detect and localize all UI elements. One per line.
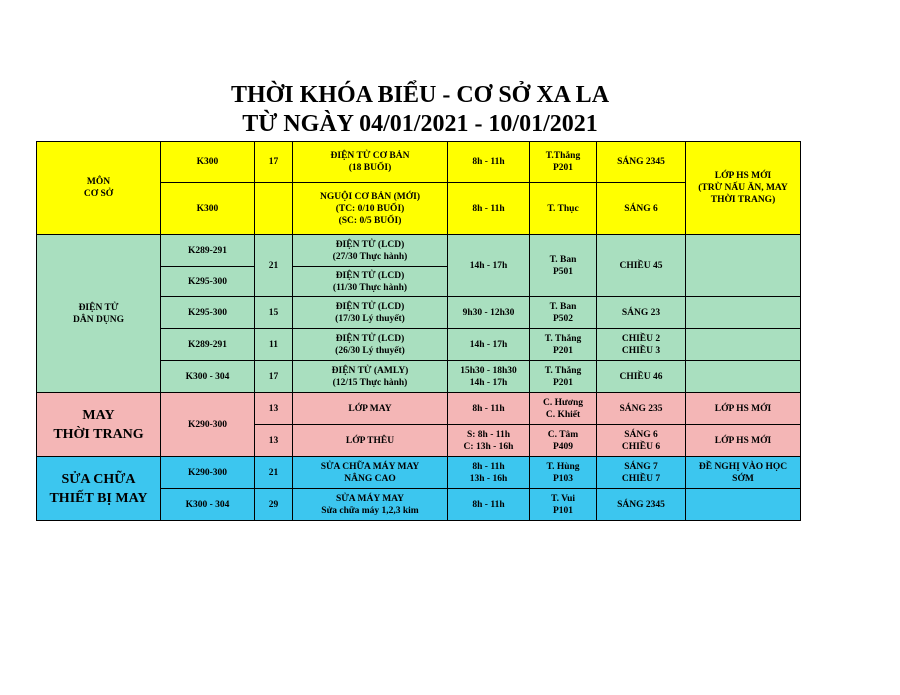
time-cell: 8h - 11h 13h - 16h xyxy=(448,457,530,489)
session-cell: CHIỀU 46 xyxy=(597,361,686,393)
note-cell: LỚP HS MỚI xyxy=(686,425,801,457)
note-cell xyxy=(686,489,801,521)
teacher-cell: T. Vui P101 xyxy=(530,489,597,521)
teacher-cell: T. Hùng P103 xyxy=(530,457,597,489)
count-cell: 17 xyxy=(255,361,293,393)
session-cell: SÁNG 7 CHIỀU 7 xyxy=(597,457,686,489)
teacher-cell: T. Thắng P201 xyxy=(530,329,597,361)
teacher-cell: T. Thắng P201 xyxy=(530,361,597,393)
teacher-cell: T. Ban P501 xyxy=(530,235,597,297)
session-cell: CHIỀU 2 CHIỀU 3 xyxy=(597,329,686,361)
count-cell: 13 xyxy=(255,393,293,425)
time-cell: 8h - 11h xyxy=(448,393,530,425)
session-cell: SÁNG 23 xyxy=(597,297,686,329)
session-cell: SÁNG 2345 xyxy=(597,489,686,521)
table-row xyxy=(37,142,801,183)
note-cell xyxy=(686,361,801,393)
time-cell: 8h - 11h xyxy=(448,489,530,521)
timetable xyxy=(36,141,801,521)
subject-cell: ĐIỆN TỬ (LCD) (11/30 Thực hành) xyxy=(293,267,448,297)
teacher-cell: C. Hương C. Khiết xyxy=(530,393,597,425)
class-cell: K300 xyxy=(161,183,255,235)
group-sua-chua: SỬA CHỮA THIẾT BỊ MAY xyxy=(37,457,161,521)
time-cell: S: 8h - 11h C: 13h - 16h xyxy=(448,425,530,457)
note-cell: ĐỀ NGHỊ VÀO HỌC SỚM xyxy=(686,457,801,489)
subject-cell: LỚP THÊU xyxy=(293,425,448,457)
class-cell: K300 xyxy=(161,142,255,183)
count-cell xyxy=(255,183,293,235)
table-row xyxy=(37,235,801,267)
schedule-date-range: TỪ NGÀY 04/01/2021 - 10/01/2021 xyxy=(242,111,598,137)
class-cell: K290-300 xyxy=(161,393,255,457)
note-cell: LỚP HS MỚI (TRỪ NẤU ĂN, MAY THỜI TRANG) xyxy=(686,142,801,235)
group-dien-tu: ĐIỆN TỬ DÂN DỤNG xyxy=(37,235,161,393)
class-cell: K300 - 304 xyxy=(161,489,255,521)
time-cell: 8h - 11h xyxy=(448,183,530,235)
group-may: MAY THỜI TRANG xyxy=(37,393,161,457)
subject-cell: LỚP MAY xyxy=(293,393,448,425)
group-co-so: MÔN CƠ SỞ xyxy=(37,142,161,235)
count-cell: 17 xyxy=(255,142,293,183)
class-cell: K289-291 xyxy=(161,329,255,361)
note-cell xyxy=(686,297,801,329)
time-cell: 9h30 - 12h30 xyxy=(448,297,530,329)
time-cell: 15h30 - 18h30 14h - 17h xyxy=(448,361,530,393)
note-cell: LỚP HS MỚI xyxy=(686,393,801,425)
subject-cell: ĐIỆN TỬ (AMLY) (12/15 Thực hành) xyxy=(293,361,448,393)
time-cell: 14h - 17h xyxy=(448,235,530,297)
subject-cell: ĐIỆN TỬ (LCD) (17/30 Lý thuyết) xyxy=(293,297,448,329)
time-cell: 8h - 11h xyxy=(448,142,530,183)
session-cell: SÁNG 6 xyxy=(597,183,686,235)
class-cell: K290-300 xyxy=(161,457,255,489)
count-cell: 29 xyxy=(255,489,293,521)
count-cell: 21 xyxy=(255,235,293,297)
table-row xyxy=(37,457,801,489)
subject-cell: NGUỘI CƠ BẢN (MỚI) (TC: 0/10 BUỔI) (SC: 0/5 BUỔI) xyxy=(293,183,448,235)
note-cell xyxy=(686,329,801,361)
teacher-cell: T. Ban P502 xyxy=(530,297,597,329)
session-cell: SÁNG 2345 xyxy=(597,142,686,183)
count-cell: 15 xyxy=(255,297,293,329)
count-cell: 21 xyxy=(255,457,293,489)
subject-cell: ĐIỆN TỬ (LCD) (27/30 Thực hành) xyxy=(293,235,448,267)
note-cell xyxy=(686,235,801,297)
time-cell: 14h - 17h xyxy=(448,329,530,361)
subject-cell: ĐIỆN TỬ (LCD) (26/30 Lý thuyết) xyxy=(293,329,448,361)
class-cell: K295-300 xyxy=(161,267,255,297)
subject-cell: SỬA MÁY MAY Sửa chữa máy 1,2,3 kim xyxy=(293,489,448,521)
subject-cell: SỬA CHỮA MÁY MAY NÂNG CAO xyxy=(293,457,448,489)
session-cell: SÁNG 235 xyxy=(597,393,686,425)
teacher-cell: T.Thắng P201 xyxy=(530,142,597,183)
session-cell: SÁNG 6 CHIỀU 6 xyxy=(597,425,686,457)
schedule-title: THỜI KHÓA BIỂU - CƠ SỞ XA LA xyxy=(230,82,610,108)
class-cell: K300 - 304 xyxy=(161,361,255,393)
teacher-cell: C. Tâm P409 xyxy=(530,425,597,457)
class-cell: K295-300 xyxy=(161,297,255,329)
table-row xyxy=(37,393,801,425)
class-cell: K289-291 xyxy=(161,235,255,267)
count-cell: 11 xyxy=(255,329,293,361)
count-cell: 13 xyxy=(255,425,293,457)
teacher-cell: T. Thục xyxy=(530,183,597,235)
subject-cell: ĐIỆN TỬ CƠ BẢN (18 BUỔI) xyxy=(293,142,448,183)
session-cell: CHIỀU 45 xyxy=(597,235,686,297)
